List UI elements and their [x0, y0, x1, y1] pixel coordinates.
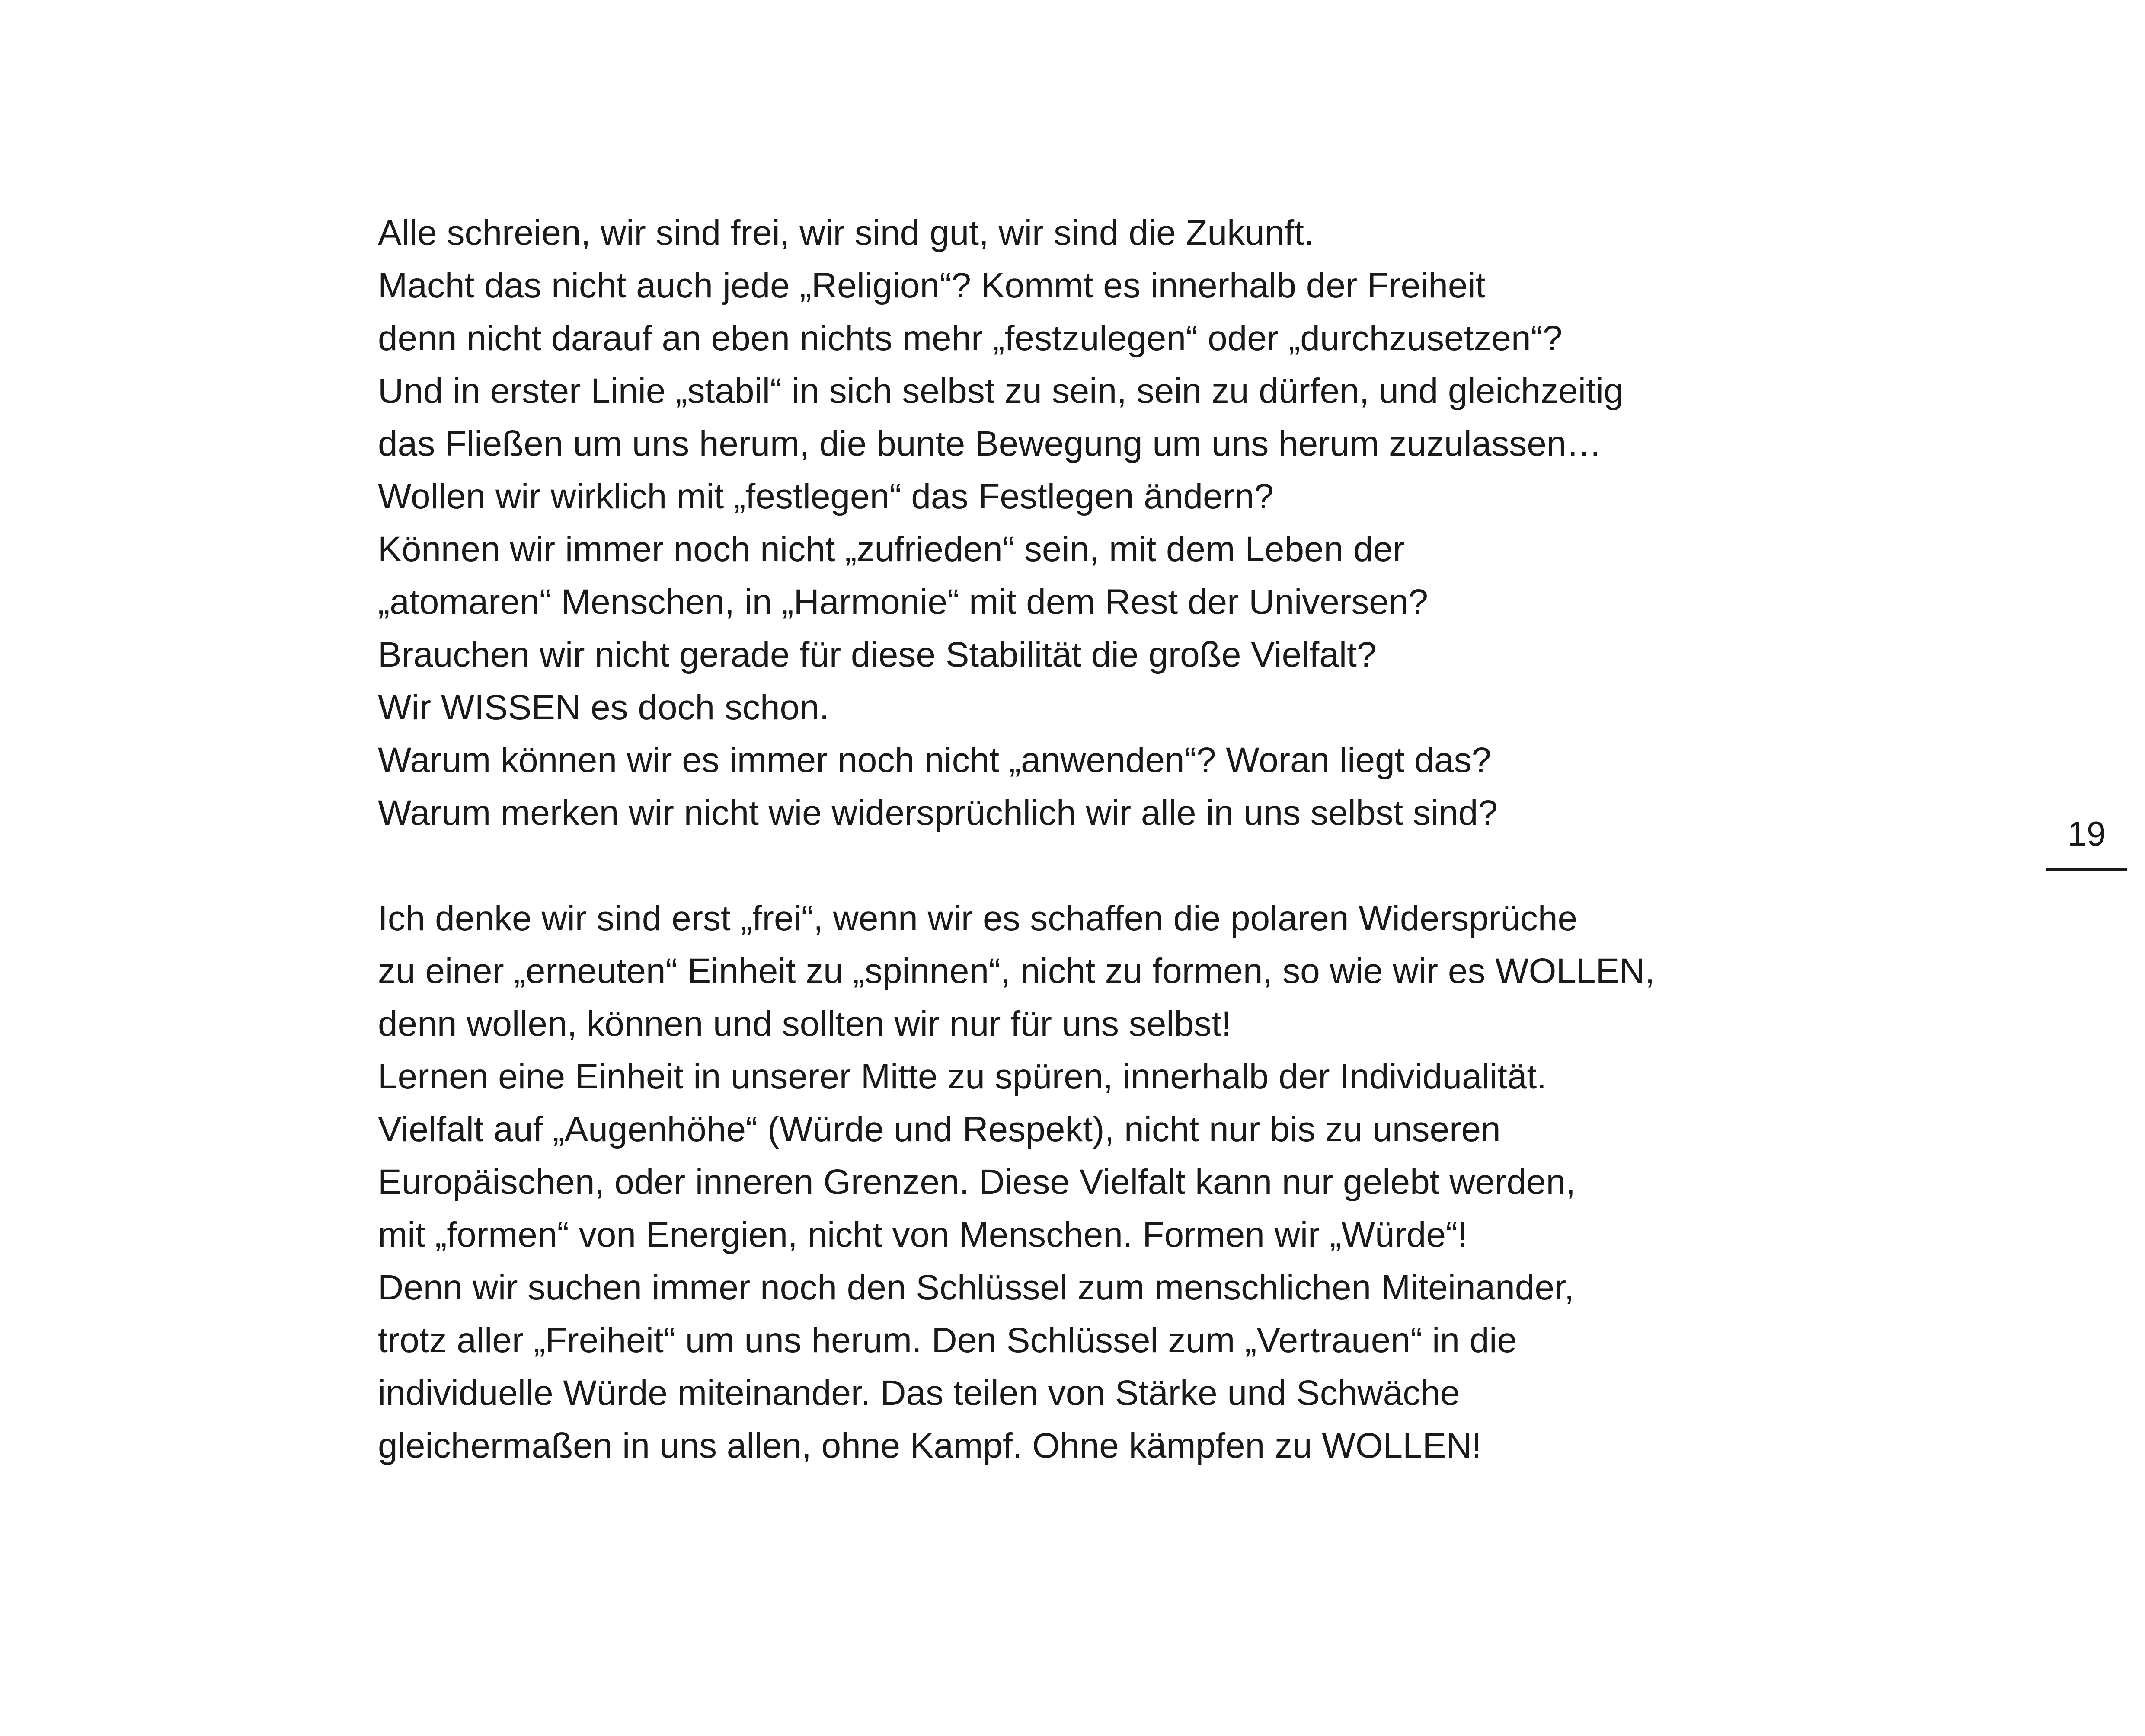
text-line: individuelle Würde miteinander. Das teilen von Stärke und Schwäche — [378, 1373, 1460, 1413]
text-line: Europäischen, oder inneren Grenzen. Diese Vielfalt kann nur gelebt werden, — [378, 1162, 1576, 1202]
page-number: 19 — [2046, 810, 2127, 871]
paragraph-2 — [378, 892, 1891, 1472]
text-line: trotz aller „Freiheit“ um uns herum. Den Schlüssel zum „Vertrauen“ in die — [378, 1321, 1517, 1360]
text-line: Wir WISSEN es doch schon. — [378, 688, 829, 727]
text-line: Wollen wir wirklich mit „festlegen“ das Festlegen ändern? — [378, 477, 1274, 516]
text-line: gleichermaßen in uns allen, ohne Kampf. Ohne kämpfen zu WOLLEN! — [378, 1426, 1482, 1465]
text-line: Warum merken wir nicht wie widersprüchlich wir alle in uns selbst sind? — [378, 793, 1498, 833]
text-line: mit „formen“ von Energien, nicht von Menschen. Formen wir „Würde“! — [378, 1215, 1468, 1254]
body-text — [378, 207, 1891, 1472]
text-line: denn wollen, können und sollten wir nur für uns selbst! — [378, 1004, 1231, 1044]
text-line: Denn wir suchen immer noch den Schlüssel zum menschlichen Miteinander, — [378, 1268, 1574, 1307]
text-line: das Fließen um uns herum, die bunte Bewegung um uns herum zuzulassen… — [378, 424, 1602, 463]
text-line: Warum können wir es immer noch nicht „anwenden“? Woran liegt das? — [378, 740, 1492, 780]
text-line: Können wir immer noch nicht „zufrieden“ sein, mit dem Leben der — [378, 530, 1405, 569]
text-line: Brauchen wir nicht gerade für diese Stabilität die große Vielfalt? — [378, 635, 1377, 674]
paragraph-1 — [378, 207, 1891, 839]
text-line: Und in erster Linie „stabil“ in sich selbst zu sein, sein zu dürfen, und gleichzeitig — [378, 371, 1624, 411]
text-line: Ich denke wir sind erst „frei“, wenn wir es schaffen die polaren Widersprüche — [378, 899, 1578, 938]
text-line: Vielfalt auf „Augenhöhe“ (Würde und Respekt), nicht nur bis zu unseren — [378, 1110, 1501, 1149]
text-line: denn nicht darauf an eben nichts mehr „festzulegen“ oder „durchzusetzen“? — [378, 319, 1563, 358]
text-line: „atomaren“ Menschen, in „Harmonie“ mit dem Rest der Universen? — [378, 582, 1429, 622]
text-line: Alle schreien, wir sind frei, wir sind gut, wir sind die Zukunft. — [378, 213, 1314, 252]
text-line: zu einer „erneuten“ Einheit zu „spinnen“, nicht zu formen, so wie wir es WOLLEN, — [378, 951, 1655, 991]
text-line: Macht das nicht auch jede „Religion“? Kommt es innerhalb der Freiheit — [378, 266, 1486, 305]
text-line: Lernen eine Einheit in unserer Mitte zu spüren, innerhalb der Individualität. — [378, 1057, 1547, 1096]
